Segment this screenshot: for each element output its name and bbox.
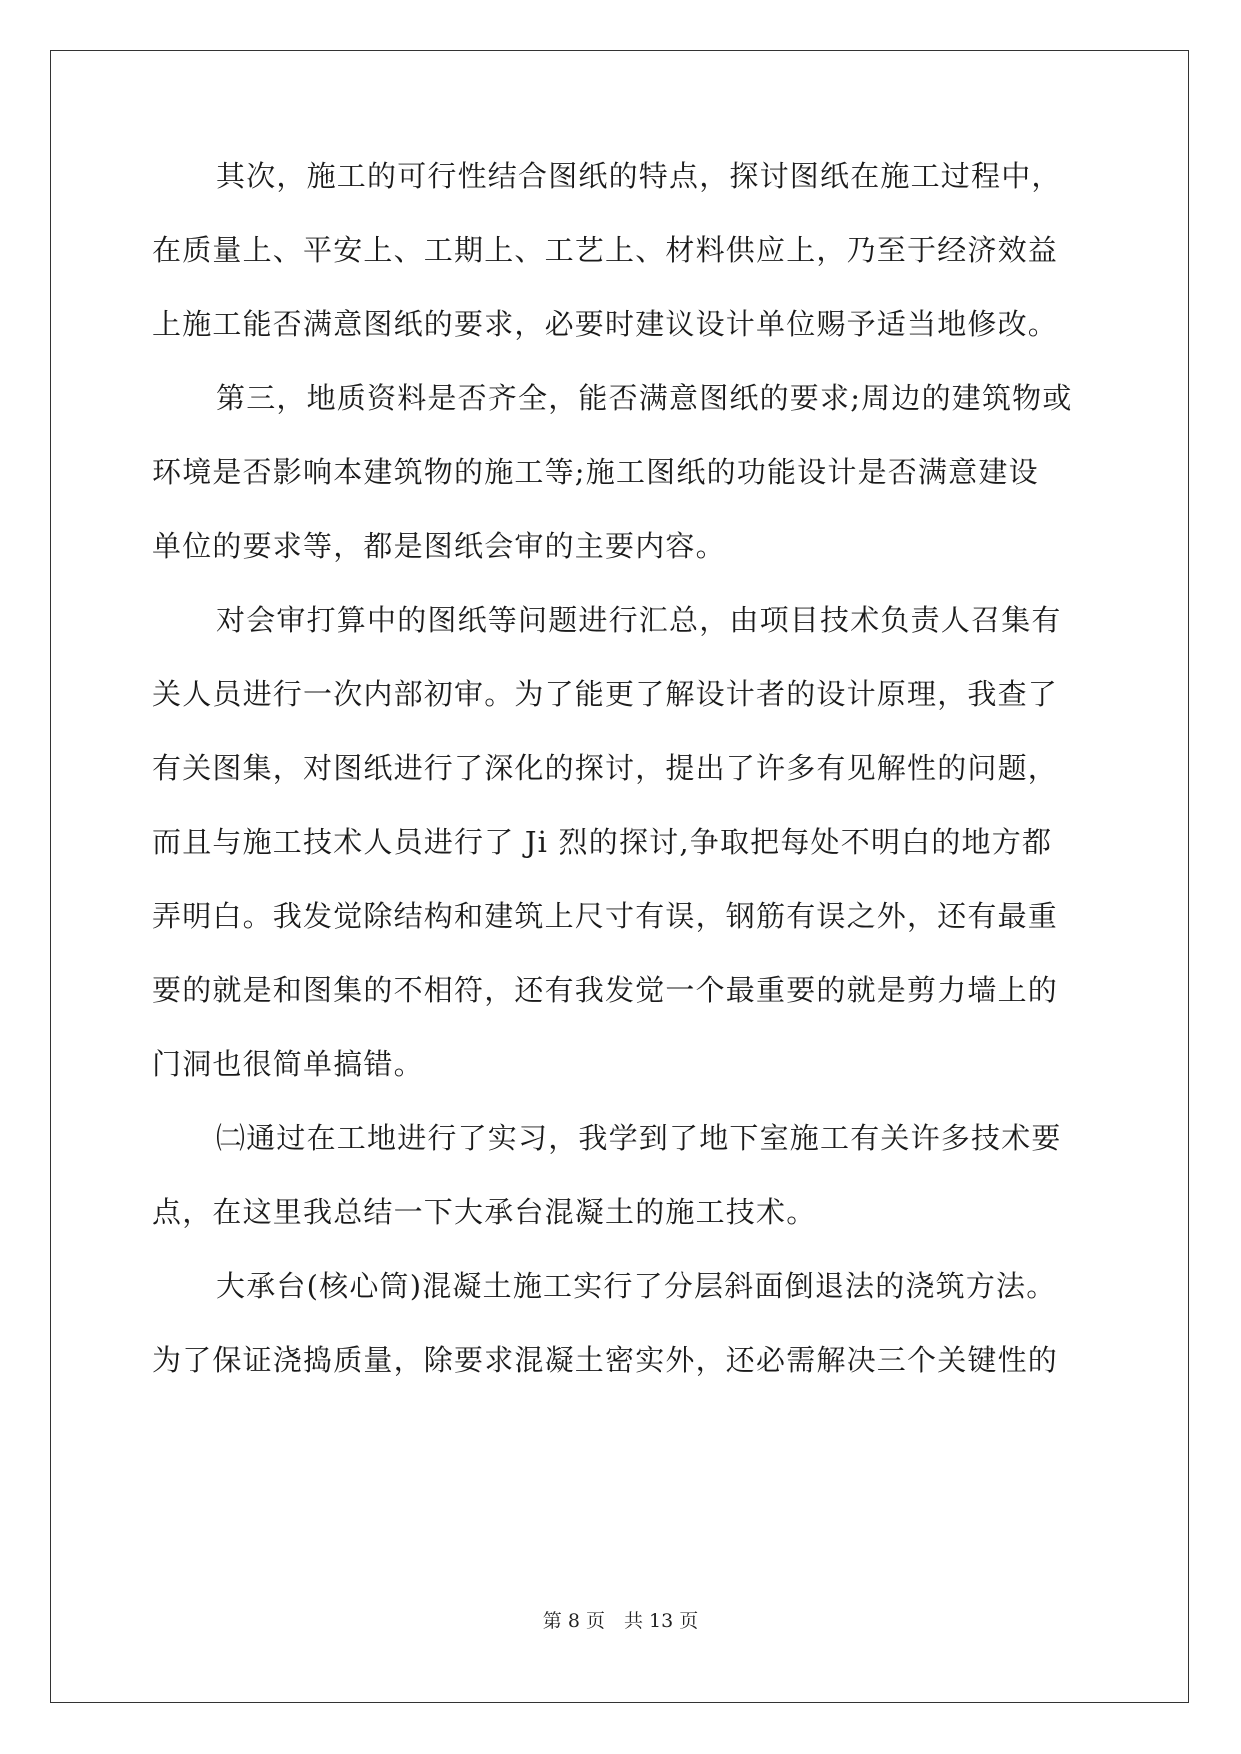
text-line: 而且与施工技术人员进行了 Ji 烈的探讨,争取把每处不明白的地方都 — [152, 825, 1053, 859]
page-number-label: 第 8 页 共 13 页 — [542, 1610, 699, 1632]
text-line: 对会审打算中的图纸等问题进行汇总，由项目技术负责人召集有 — [216, 603, 1062, 637]
text-line: 其次，施工的可行性结合图纸的特点，探讨图纸在施工过程中， — [216, 159, 1062, 193]
text-line: ㈡通过在工地进行了实习，我学到了地下室施工有关许多技术要 — [216, 1121, 1062, 1155]
text-line: 有关图集，对图纸进行了深化的探讨，提出了许多有见解性的问题， — [152, 751, 1059, 785]
text-line: 上施工能否满意图纸的要求，必要时建议设计单位赐予适当地修改。 — [152, 307, 1059, 341]
text-line: 在质量上、平安上、工期上、工艺上、材料供应上，乃至于经济效益 — [152, 233, 1059, 267]
text-line: 点，在这里我总结一下大承台混凝土的施工技术。 — [152, 1195, 817, 1229]
text-line: 大承台(核心筒)混凝土施工实行了分层斜面倒退法的浇筑方法。 — [216, 1269, 1057, 1303]
text-line: 弄明白。我发觉除结构和建筑上尺寸有误，钢筋有误之外，还有最重 — [152, 899, 1059, 933]
text-line: 环境是否影响本建筑物的施工等;施工图纸的功能设计是否满意建设 — [152, 455, 1039, 489]
text-line: 为了保证浇捣质量，除要求混凝土密实外，还必需解决三个关键性的 — [152, 1343, 1059, 1377]
text-line: 单位的要求等，都是图纸会审的主要内容。 — [152, 529, 726, 563]
text-line: 第三，地质资料是否齐全，能否满意图纸的要求;周边的建筑物或 — [216, 381, 1073, 415]
page-footer — [0, 1610, 1241, 1632]
text-line: 要的就是和图集的不相符，还有我发觉一个最重要的就是剪力墙上的 — [152, 973, 1059, 1007]
text-line: 门洞也很简单搞错。 — [152, 1047, 424, 1081]
text-line: 关人员进行一次内部初审。为了能更了解设计者的设计原理，我查了 — [152, 677, 1059, 711]
body-text — [152, 159, 1091, 1420]
